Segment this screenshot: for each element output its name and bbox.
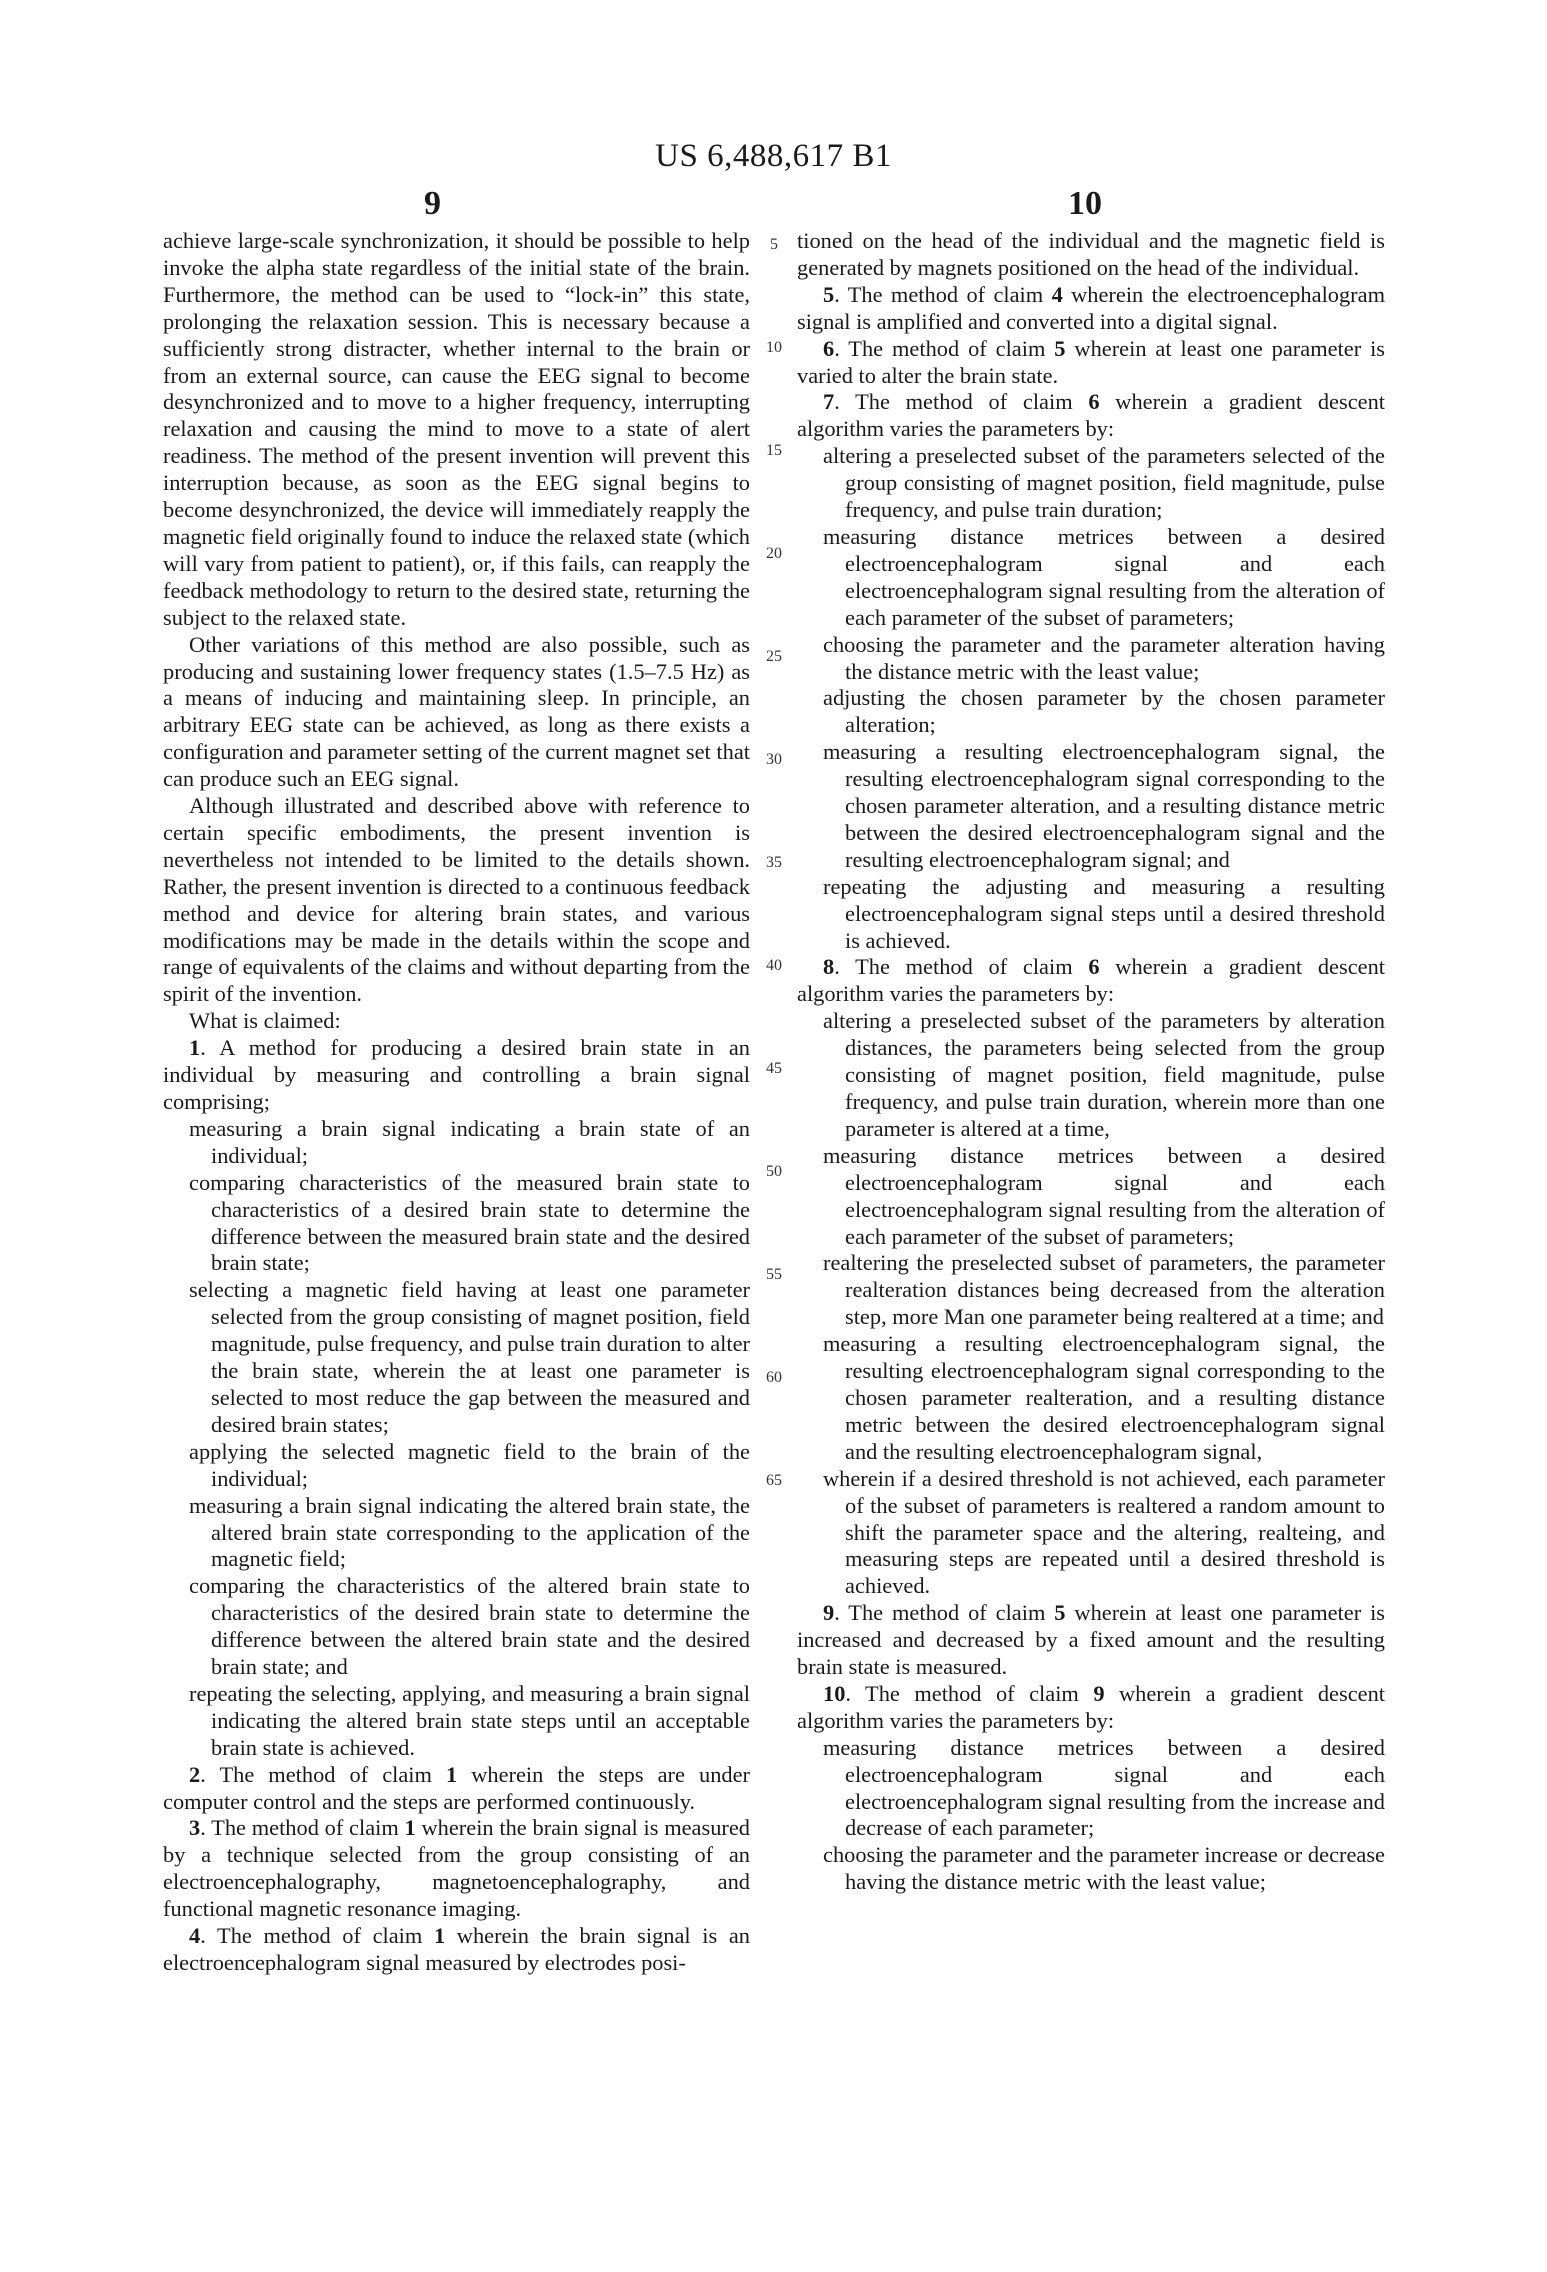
claim-text: wherein the brain signal is measured by a technique selected from the group consisting of an electroencephalography, magnetoencephalography, and functional magnetic resonance imaging. xyxy=(163,1815,750,1922)
claim-text: . The method of claim xyxy=(834,281,1052,307)
claim-reference: 9 xyxy=(1093,1680,1105,1706)
claim-text: . The method of claim xyxy=(200,1761,446,1787)
line-number: 60 xyxy=(766,1369,782,1386)
claim-text: . The method of claim xyxy=(845,1680,1094,1706)
left-page-number: 9 xyxy=(424,185,441,222)
claim-step: choosing the parameter and the parameter alteration having the distance metric with the least value; xyxy=(823,631,1385,684)
claim-text: wherein the brain signal is an electroencephalogram signal measured by electrodes posi- xyxy=(163,1923,750,1975)
claim-reference: 5 xyxy=(1054,1600,1066,1626)
claim-text: wherein the electroencephalogram signal is amplified and converted into a digital signal. xyxy=(797,281,1385,334)
line-number: 30 xyxy=(766,751,782,768)
claim-step: measuring a brain signal indicating a brain state of an individual; xyxy=(189,1115,750,1168)
line-number: 65 xyxy=(766,1472,782,1489)
claim-text: . The method of claim xyxy=(834,1600,1055,1626)
claim-text: wherein the steps are under computer control and the steps are performed continuously. xyxy=(163,1761,750,1814)
claim-step: altering a preselected subset of the parameters selected of the group consisting of magnet position, field magnitude, pulse frequency, and pulse train duration; xyxy=(823,443,1385,523)
claim-number: 5 xyxy=(823,281,835,307)
claim-4-continued: tioned on the head of the individual and the magnetic field is generated by magnets positioned on the head of the individual. xyxy=(797,228,1385,280)
claim-step: realtering the preselected subset of parameters, the parameter realteration distances being decreased from the alteration step, more Man one parameter being realtered at a time; and xyxy=(823,1250,1385,1330)
claim-text: wherein a gradient descent algorithm varies the parameters by: xyxy=(797,389,1385,442)
line-number: 5 xyxy=(770,236,778,253)
claim-7 xyxy=(797,389,1385,443)
claim-text: wherein at least one parameter is varied to alter the brain state. xyxy=(797,335,1385,388)
claim-10 xyxy=(797,1681,1385,1735)
claim-1 xyxy=(163,1035,750,1116)
claim-step: repeating the adjusting and measuring a resulting electroencephalogram signal steps until a desired threshold is achieved. xyxy=(823,873,1385,953)
claim-step: measuring distance metrices between a desired electroencephalogram signal and each electroencephalogram signal resulting from the alteration of each parameter of the subset of parameters; xyxy=(823,523,1385,630)
claims-intro: What is claimed: xyxy=(189,1008,341,1034)
claim-step: wherein if a desired threshold is not achieved, each parameter of the subset of parameters is realtered a random amount to shift the parameter space and the altering, realteing, and measuring steps are repeated until a desired threshold is achieved. xyxy=(823,1465,1385,1599)
claim-text: wherein at least one parameter is increased and decreased by a fixed amount and the resulting brain state is measured. xyxy=(797,1600,1385,1680)
claim-reference: 1 xyxy=(433,1923,446,1949)
claim-text: . A method for producing a desired brain state in an individual by measuring and controlling a brain signal comprising; xyxy=(163,1035,750,1114)
patent-number: US 6,488,617 B1 xyxy=(655,138,892,174)
claim-3 xyxy=(163,1815,750,1923)
claim-step: choosing the parameter and the parameter increase or decrease having the distance metric with the least value; xyxy=(823,1842,1385,1895)
claim-5 xyxy=(797,282,1385,336)
claim-step: applying the selected magnetic field to the brain of the individual; xyxy=(189,1438,750,1491)
claim-text: . The method of claim xyxy=(834,335,1055,361)
paragraph: Although illustrated and described above with reference to certain specific embodiments, the present invention is nevertheless not intended to be limited to the details shown. Rather, the present invention is directed to a continuous feedback method and device for altering brain states, and various modifications may be made in the details within the scope and range of equivalents of the claims and without departing from the spirit of the invention. xyxy=(163,793,750,1007)
claim-step: altering a preselected subset of the parameters by alteration distances, the parameters being selected from the group consisting of magnet position, field magnitude, pulse frequency, and pulse train duration, wherein more than one parameter is altered at a time, xyxy=(823,1008,1385,1141)
claim-reference: 1 xyxy=(404,1815,416,1841)
paragraph: achieve large-scale synchronization, it should be possible to help invoke the alpha state regardless of the initial state of the brain. Furthermore, the method can be used to “lock-in” this state, prolonging the relaxation session. This is necessary because a sufficiently strong distracter, whether internal to the brain or from an external source, can cause the EEG signal to become desynchronized and to move to a higher frequency, interrupting relaxation and causing the mind to move to a state of alert readiness. The method of the present invention will prevent this interruption because, as soon as the EEG signal begins to become desynchronized, the device will immediately reapply the magnetic field originally found to induce the relaxed state (which will vary from patient to patient), or, if this fails, can reapply the feedback methodology to return to the desired state, returning the subject to the relaxed state. xyxy=(163,228,750,630)
claim-reference: 5 xyxy=(1054,335,1066,361)
line-number: 50 xyxy=(766,1163,782,1180)
claim-number: 2 xyxy=(189,1761,201,1787)
line-number: 10 xyxy=(766,339,782,356)
line-number: 55 xyxy=(766,1266,782,1283)
right-column xyxy=(797,228,1385,1896)
left-column xyxy=(163,228,750,1977)
claim-number: 4 xyxy=(189,1923,201,1949)
claim-step: measuring a resulting electroencephalogram signal, the resulting electroencephalogram signal corresponding to the chosen parameter alteration, and a resulting distance metric between the desired electroencephalogram signal and the resulting electroencephalogram signal; and xyxy=(823,739,1385,872)
claim-reference: 1 xyxy=(445,1761,458,1787)
claim-step: measuring distance metrices between a desired electroencephalogram signal and each electroencephalogram signal resulting from the increase and decrease of each parameter; xyxy=(823,1734,1385,1841)
claim-text: . The method of claim xyxy=(200,1815,405,1841)
claim-step: adjusting the chosen parameter by the chosen parameter alteration; xyxy=(823,685,1385,738)
claim-number: 6 xyxy=(823,335,835,361)
claim-step: repeating the selecting, applying, and measuring a brain signal indicating the altered brain state steps until an acceptable brain state is achieved. xyxy=(189,1680,750,1760)
claim-2 xyxy=(163,1762,750,1816)
claim-step: measuring a resulting electroencephalogram signal, the resulting electroencephalogram signal corresponding to the chosen parameter realteration, and a resulting distance metric between the desired electroencephalogram signal and the resulting electroencephalogram signal, xyxy=(823,1331,1385,1464)
claim-step: selecting a magnetic field having at least one parameter selected from the group consisting of magnet position, field magnitude, pulse frequency, and pulse train duration to alter the brain state, wherein the at least one parameter is selected to most reduce the gap between the measured and desired brain states; xyxy=(189,1277,750,1437)
claim-4 xyxy=(163,1923,750,1977)
claim-reference: 6 xyxy=(1088,389,1100,415)
claim-step: measuring distance metrices between a desired electroencephalogram signal and each electroencephalogram signal resulting from the alteration of each parameter of the subset of parameters; xyxy=(823,1142,1385,1249)
claim-text: . The method of claim xyxy=(834,389,1089,415)
claim-number: 7 xyxy=(823,389,835,415)
claim-text: . The method of claim xyxy=(200,1923,434,1949)
claim-number: 1 xyxy=(189,1035,201,1061)
claim-reference: 6 xyxy=(1088,954,1100,980)
line-number: 45 xyxy=(766,1060,782,1077)
line-number: 15 xyxy=(766,442,782,459)
claim-8 xyxy=(797,954,1385,1008)
claim-text: wherein a gradient descent algorithm varies the parameters by: xyxy=(797,1680,1385,1733)
claim-text: wherein a gradient descent algorithm varies the parameters by: xyxy=(797,954,1385,1007)
claim-step: comparing the characteristics of the altered brain state to characteristics of the desired brain state to determine the difference between the altered brain state and the desired brain state; and xyxy=(189,1573,750,1680)
claim-9 xyxy=(797,1600,1385,1681)
paragraph: Other variations of this method are also possible, such as producing and sustaining lower frequency states (1.5–7.5 Hz) as a means of inducing and maintaining sleep. In principle, an arbitrary EEG state can be achieved, as long as there exists a configuration and parameter setting of the current magnet set that can produce such an EEG signal. xyxy=(163,631,750,792)
claim-number: 3 xyxy=(189,1815,201,1841)
claim-step: measuring a brain signal indicating the altered brain state, the altered brain state corresponding to the application of the magnetic field; xyxy=(189,1492,750,1572)
claim-text: . The method of claim xyxy=(834,954,1089,980)
line-number: 25 xyxy=(766,648,782,665)
claim-number: 8 xyxy=(823,954,835,980)
line-number: 40 xyxy=(766,957,782,974)
claim-step: comparing characteristics of the measured brain state to characteristics of a desired brain state to determine the difference between the measured brain state and the desired brain state; xyxy=(189,1169,750,1276)
line-number: 35 xyxy=(766,854,782,871)
claim-reference: 4 xyxy=(1051,281,1063,307)
right-page-number: 10 xyxy=(1068,185,1102,222)
claim-6 xyxy=(797,336,1385,390)
claim-number: 10 xyxy=(823,1680,846,1706)
claim-number: 9 xyxy=(823,1600,835,1626)
line-number: 20 xyxy=(766,545,782,562)
